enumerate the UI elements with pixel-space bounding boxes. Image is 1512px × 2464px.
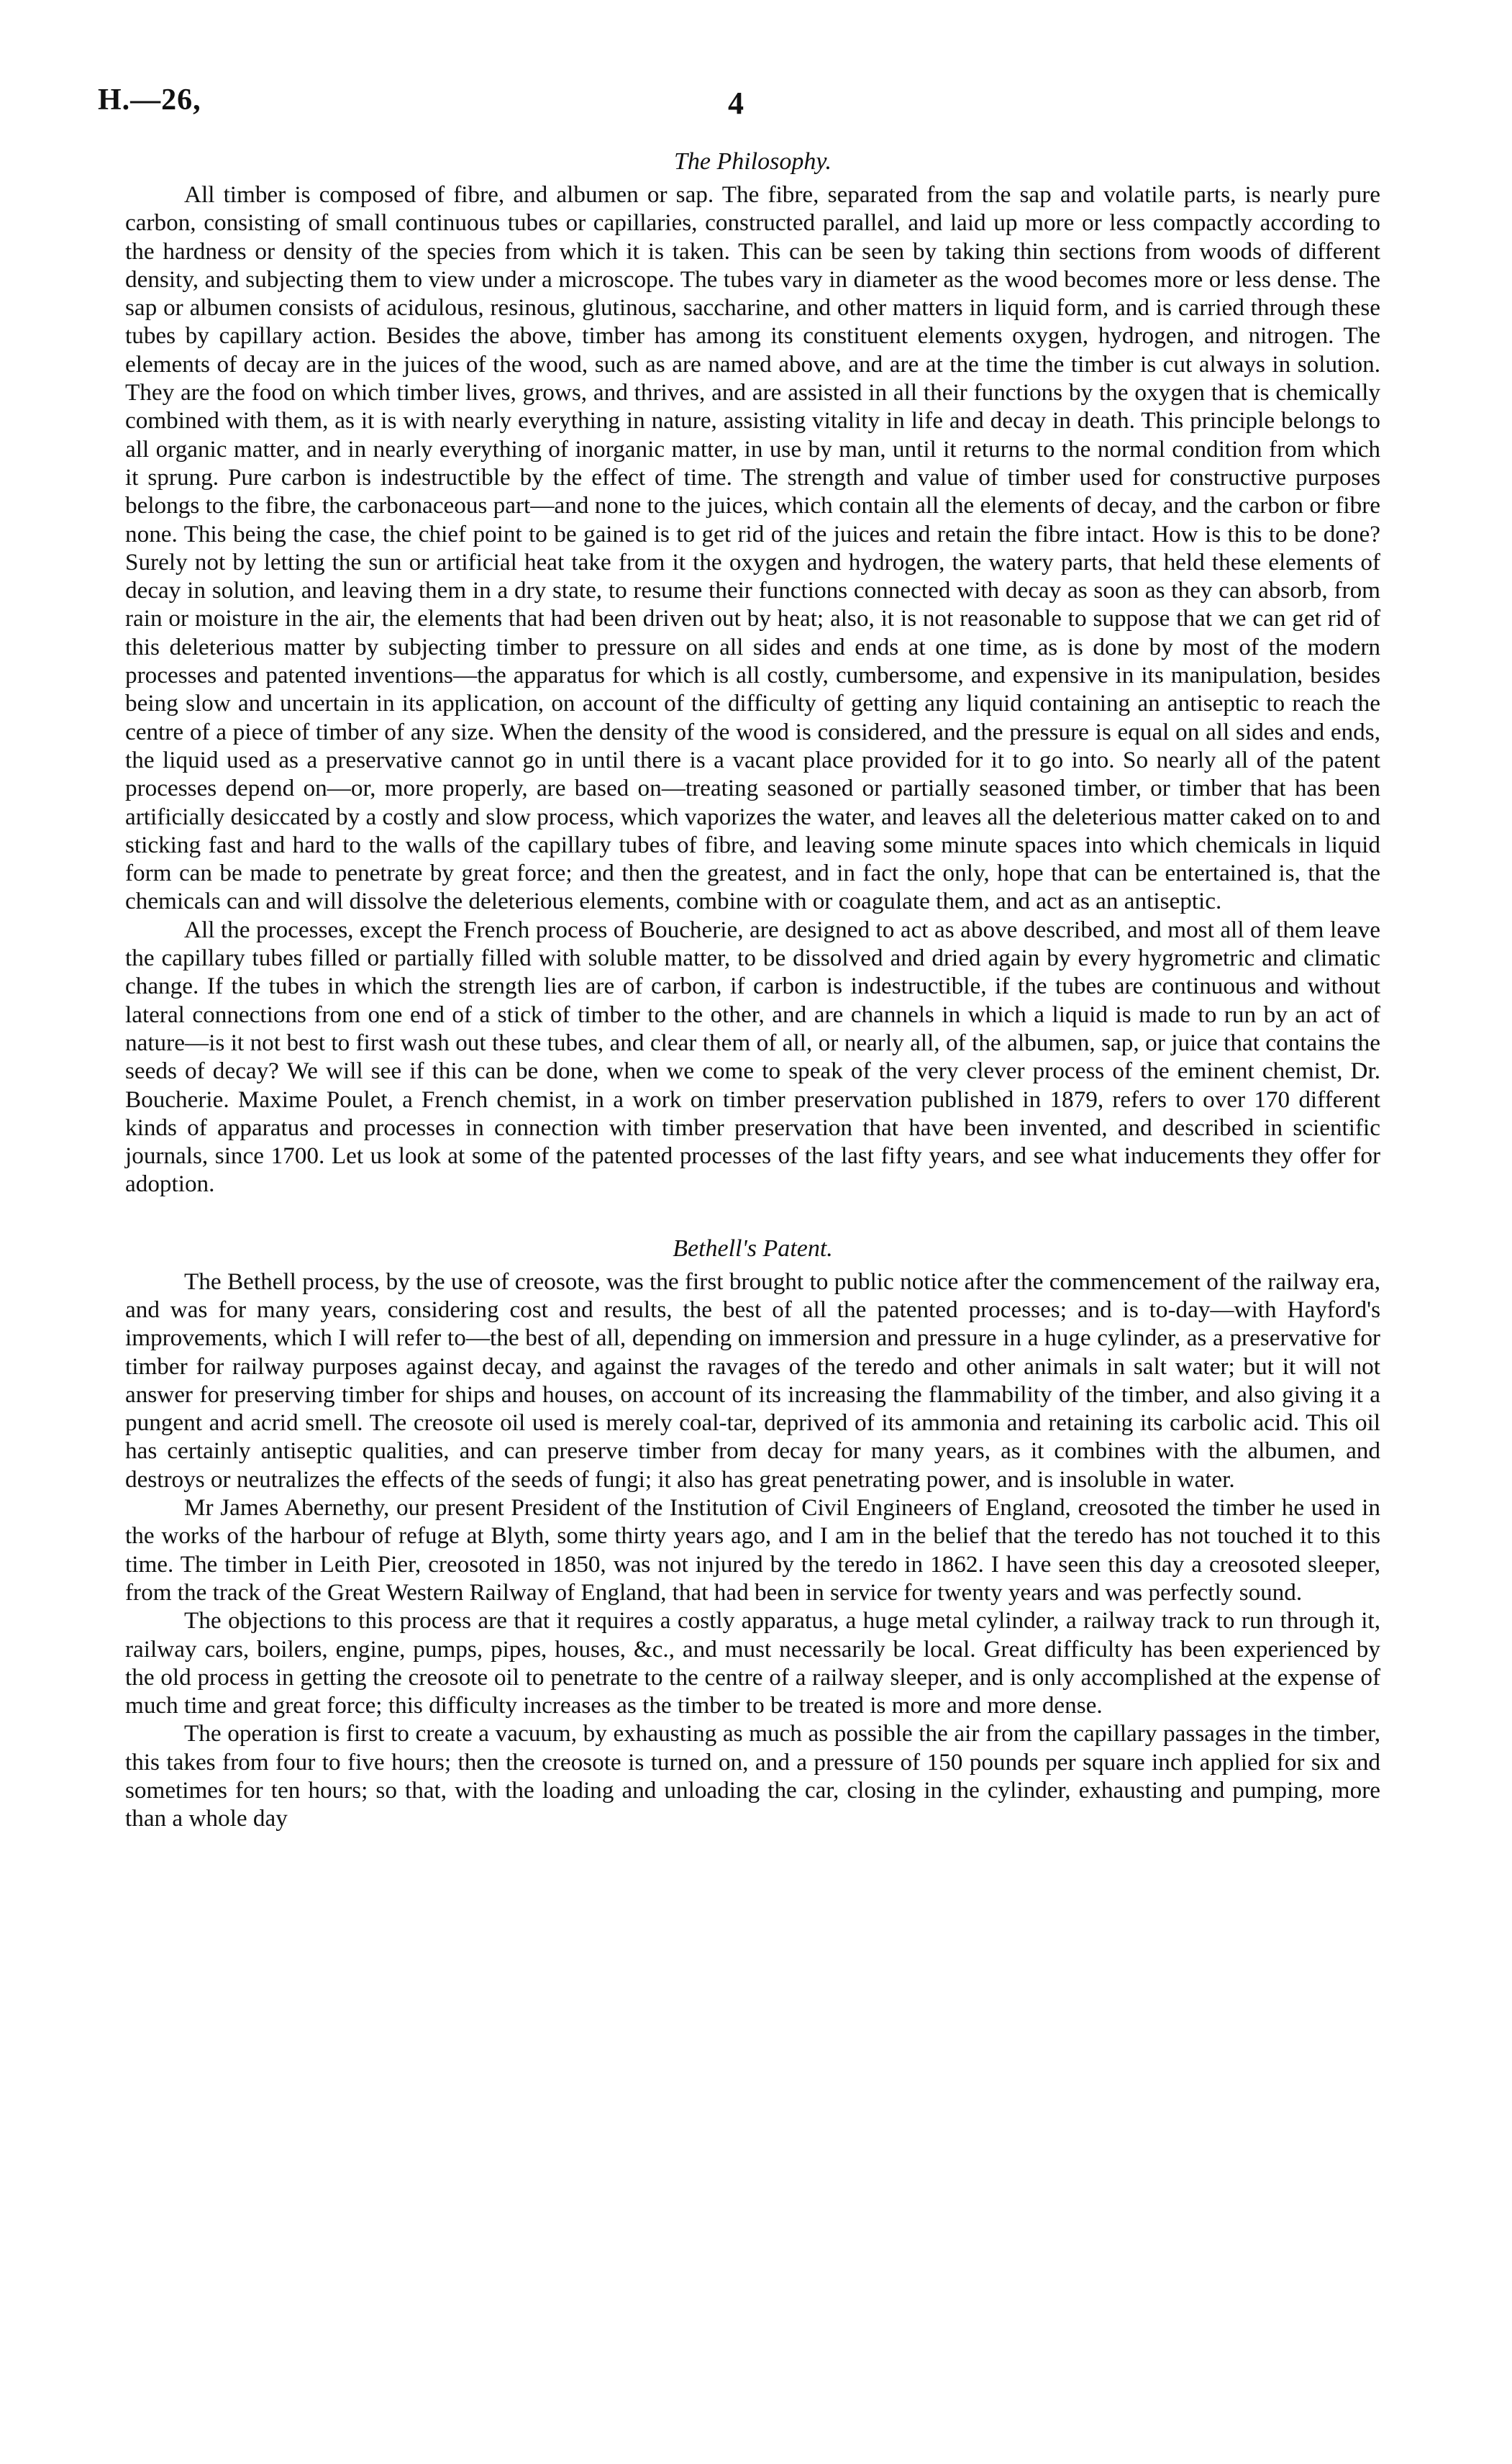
paragraph: Mr James Abernethy, our present President of the Institution of Civil Engineers of England, creosoted the timber he used in the works of the harbour of refuge at Blyth, some thirty years ago, and I am in the belief that the teredo has not touched it to this time. The timber in Leith Pier, creosoted in 1850, was not injured by the teredo in 1862. I have seen this day a creosoted sleeper, from the track of the Great Western Railway of England, that had been in service for twenty years and was perfectly sound. <box>125 1494 1380 1606</box>
page-number: 4 <box>728 86 744 121</box>
section-philosophy <box>125 147 1380 1199</box>
section-bethells-patent <box>125 1235 1380 1833</box>
paragraph: All the processes, except the French process of Boucherie, are designed to act as above described, and most all of them leave the capillary tubes filled or partially filled with soluble matter, to be dissolved and dried again by every hygrometric and climatic change. If the tubes in which the strength lies are of carbon, if carbon is indestructible, if the tubes are continuous and without lateral connections from one end of a stick of timber to the other, and are channels in which a liquid is made to run by an act of nature—is it not best to first wash out these tubes, and clear them of all, or nearly all, of the albumen, sap, or juice that contains the seeds of decay? We will see if this can be done, when we come to speak of the very clever process of the eminent chemist, Dr. Boucherie. Maxime Poulet, a French chemist, in a work on timber preservation published in 1879, refers to over 170 different kinds of apparatus and processes in connection with timber preservation that have been invented, and described in scientific journals, since 1700. Let us look at some of the patented processes of the last fifty years, and see what inducements they offer for adoption. <box>125 916 1380 1198</box>
section-heading: The Philosophy. <box>673 148 832 175</box>
paragraph: All timber is composed of fibre, and albumen or sap. The fibre, separated from the sap and volatile parts, is nearly pure carbon, consisting of small continuous tubes or capillaries, constructed parallel, and laid up more or less compactly according to the hardness or density of the species from which it is taken. This can be seen by taking thin sections from woods of different density, and subjecting them to view under a microscope. The tubes vary in diameter as the wood becomes more or less dense. The sap or albumen consists of acidulous, resinous, glutinous, saccharine, and other matters in liquid form, and is carried through these tubes by capillary action. Besides the above, timber has among its constituent elements oxygen, hydrogen, and nitrogen. The elements of decay are in the juices of the wood, such as are named above, and are at the time the timber is cut always in solution. They are the food on which timber lives, grows, and thrives, and are assisted in all their functions by the oxygen that is chemically combined with them, as it is with nearly everything in nature, assisting vitality in life and decay in death. This principle belongs to all organic matter, and in nearly everything of inorganic matter, in use by man, until it returns to the normal condition from which it sprung. Pure carbon is indestructible by the effect of time. The strength and value of timber used for constructive purposes belongs to the fibre, the carbonaceous part—and none to the juices, which contain all the elements of decay, and the carbon or fibre none. This being the case, the chief point to be gained is to get rid of the juices and retain the fibre intact. How is this to be done? Surely not by letting the sun or artificial heat take from it the oxygen and hydrogen, the watery parts, that held these elements of decay in solution, and leaving them in a dry state, to resume their functions connected with decay as soon as they can absorb, from rain or moisture in the air, the elements that had been driven out by heat; also, it is not reasonable to suppose that we can get rid of this deleterious matter by subjecting timber to pressure on all sides and ends at one time, as is done by most of the modern processes and patented inventions—the apparatus for which is all costly, cumbersome, and expensive in its manipulation, besides being slow and uncertain in its application, on account of the difficulty of getting any liquid containing an antiseptic to reach the centre of a piece of timber of any size. When the density of the wood is considered, and the pressure is equal on all sides and ends, the liquid used as a preservative cannot go in until there is a vacant place provided for it to go into. So nearly all of the patent processes depend on—or, more properly, are based on—treating seasoned or partially seasoned timber, or timber that has been artificially desiccated by a costly and slow process, which vaporizes the water, and leaves all the deleterious matter caked on to and sticking fast and hard to the walls of the capillary tubes of fibre, and leaving some minute spaces into which chemicals in liquid form can be made to penetrate by great force; and then the greatest, and in fact the only, hope that can be entertained is, that the chemicals can and will dissolve the deleterious elements, combine with or coagulate them, and act as an antiseptic. <box>125 181 1380 915</box>
paragraph: The objections to this process are that it requires a costly apparatus, a huge metal cylinder, a railway track to run through it, railway cars, boilers, engine, pumps, pipes, houses, &c., and must necessarily be local. Great difficulty has been experienced by the old process in getting the creosote oil to penetrate to the centre of a railway sleeper, and is only accomplished at the expense of much time and great force; this difficulty increases as the timber to be treated is more and more dense. <box>125 1607 1380 1719</box>
page-reference: H.—26, <box>98 83 201 117</box>
paragraph: The operation is first to create a vacuum, by exhausting as much as possible the air from the capillary passages in the timber, this takes from four to five hours; then the creosote is turned on, and a pressure of 150 pounds per square inch applied for six and sometimes for ten hours; so that, with the loading and unloading the car, closing in the cylinder, exhausting and pumping, more than a whole day <box>125 1720 1380 1832</box>
section-heading: Bethell's Patent. <box>673 1235 833 1262</box>
paragraph: The Bethell process, by the use of creosote, was the first brought to public notice after the commencement of the railway era, and was for many years, considering cost and results, the best of all the patented processes; and is to-day—with Hayford's improvements, which I will refer to—the best of all, depending on immersion and pressure in a huge cylinder, as a preservative for timber for railway purposes against decay, and against the ravages of the teredo and other animals in salt water; but it will not answer for preserving timber for ships and houses, on account of its increasing the flammability of the timber, and also giving it a pungent and acrid smell. The creosote oil used is merely coal-tar, deprived of its ammonia and retaining its carbolic acid. This oil has certainly antiseptic qualities, and can preserve timber from decay for many years, as it combines with the albumen, and destroys or neutralizes the effects of the seeds of fungi; it also has great penetrating power, and is insoluble in water. <box>125 1268 1380 1493</box>
page-body <box>125 147 1380 1833</box>
